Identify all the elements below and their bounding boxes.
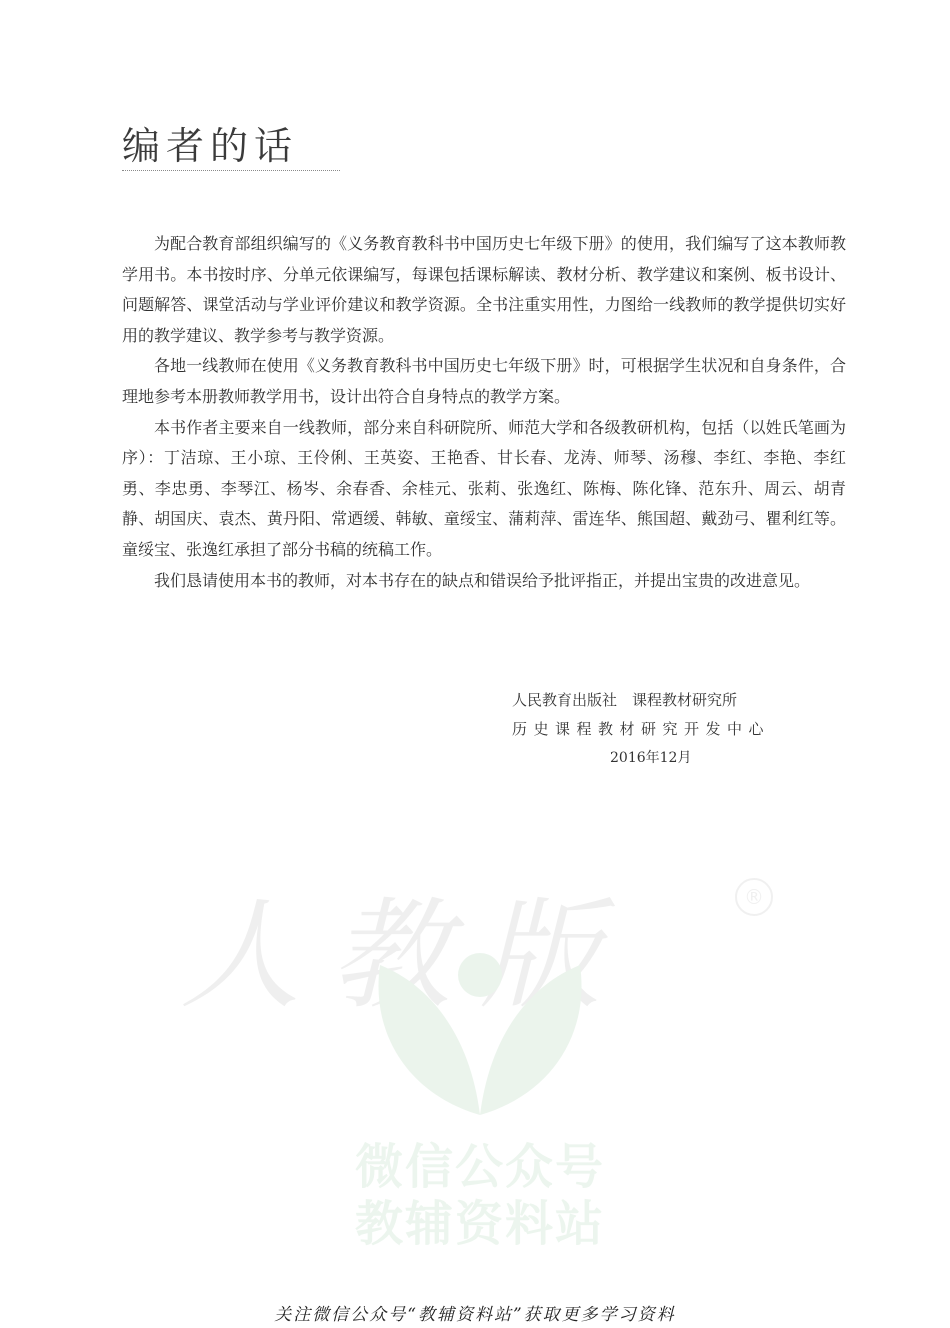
- publisher-logo-watermark: 人教版: [180, 887, 630, 1026]
- page-title: 编者的话: [122, 124, 299, 168]
- title-underline: [122, 170, 340, 171]
- registered-mark: ®: [735, 878, 773, 916]
- footer-note: 关注微信公众号“教辅资料站”获取更多学习资料: [274, 1305, 676, 1325]
- signature-block: [512, 686, 802, 773]
- watermark-line-2: 教辅资料站: [354, 1196, 605, 1252]
- signature-date: 2016年12月: [610, 750, 692, 766]
- paragraph-2: 各地一线教师在使用《义务教育教科书中国历史七年级下册》时，可根据学生状况和自身条件，合理地参考本册教师教学用书，设计出符合自身特点的教学方案。: [122, 356, 846, 406]
- signature-center: 历史课程教材研究开发中心: [512, 720, 771, 738]
- watermark-line-1: 微信公众号: [354, 1139, 605, 1195]
- preface-body: [122, 229, 846, 596]
- paragraph-4: 我们恳请使用本书的教师，对本书存在的缺点和错误给予批评指正，并提出宝贵的改进意见。: [154, 570, 811, 590]
- paragraph-1: 为配合教育部组织编写的《义务教育教科书中国历史七年级下册》的使用，我们编写了这本教师教学用书。本书按时序、分单元依课编写，每课包括课标解读、教材分析、教学建议和案例、板书设计、问题解答、课堂活动与学业评价建议和教学资源。全书注重实用性，力图给一线教师的教学提供切实好用的教学建议、教学参考与教学资源。: [122, 234, 846, 345]
- signature-publisher: 人民教育出版社 课程教材研究所: [512, 691, 738, 709]
- watermark: [180, 860, 780, 1252]
- leaf-logo-icon: [350, 945, 610, 1125]
- paragraph-3: 本书作者主要来自一线教师，部分来自科研院所、师范大学和各级教研机构，包括（以姓氏笔画为序）：丁洁琼、王小琼、王伶俐、王英姿、王艳香、甘长春、龙涛、师琴、汤穆、李红、李艳、李红勇、李忠勇、李琴江、杨岑、余春香、余桂元、张莉、张逸红、陈梅、陈化锋、范东升、周云、胡青静、胡国庆、袁杰、黄丹阳、常迺缓、韩敏、童绥宝、蒲莉萍、雷连华、熊国超、戴劲弓、瞿利红等。童绥宝、张逸红承担了部分书稿的统稿工作。: [122, 417, 846, 559]
